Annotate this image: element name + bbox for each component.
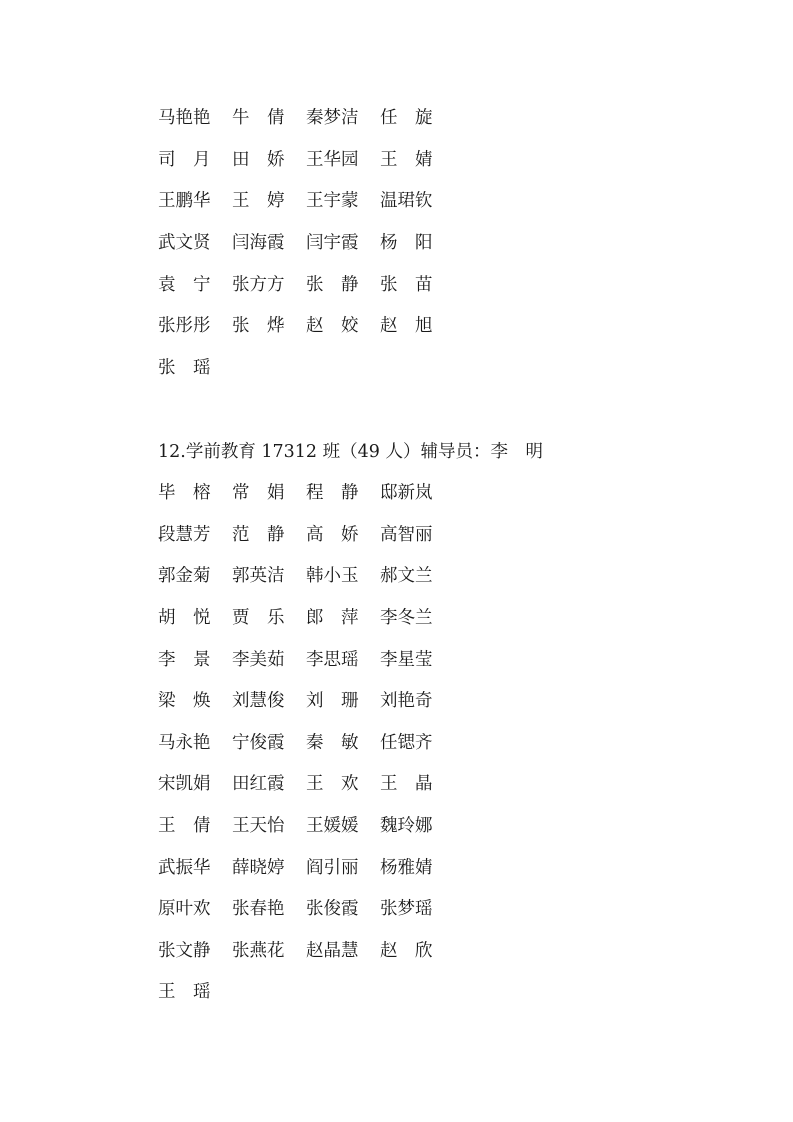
student-name: 薛晓婷	[232, 857, 285, 878]
roster-row	[158, 554, 454, 596]
student-name: 武振华	[158, 857, 211, 878]
student-name: 张方方	[232, 274, 285, 295]
student-name: 王 瑶	[158, 982, 211, 1003]
class-heading: 12.学前教育 17312 班（49 人）辅导员：李 明	[158, 441, 543, 462]
student-name: 范 静	[232, 524, 285, 545]
roster-row	[158, 762, 454, 804]
student-name: 杨 阳	[380, 233, 433, 254]
student-name: 王华园	[306, 149, 359, 170]
student-name: 武文贤	[158, 233, 211, 254]
student-name: 闫海霞	[232, 233, 285, 254]
student-name: 杨雅婧	[380, 857, 433, 878]
roster-row	[158, 179, 454, 221]
student-name: 王宇蒙	[306, 191, 359, 212]
roster-row	[158, 721, 454, 763]
student-name: 王 婧	[380, 149, 433, 170]
student-name: 任 旋	[380, 108, 433, 129]
student-name: 王 倩	[158, 816, 211, 837]
roster-row	[158, 513, 454, 555]
student-name: 张 苗	[380, 274, 433, 295]
student-name: 王 晶	[380, 774, 433, 795]
student-name: 张燕花	[232, 940, 285, 961]
student-name: 阎引丽	[306, 857, 359, 878]
student-name: 王鹏华	[158, 191, 211, 212]
student-name: 刘艳奇	[380, 691, 433, 712]
roster-row	[158, 96, 454, 138]
roster-row	[158, 471, 454, 513]
student-name: 牛 倩	[232, 108, 285, 129]
student-name: 任锶齐	[380, 732, 433, 753]
student-name: 王天怡	[232, 816, 285, 837]
student-name: 赵 旭	[380, 316, 433, 337]
student-name: 张俊霞	[306, 899, 359, 920]
student-name: 宋凯娟	[158, 774, 211, 795]
student-name: 李美茹	[232, 649, 285, 670]
student-name: 王 婷	[232, 191, 285, 212]
student-name: 段慧芳	[158, 524, 211, 545]
student-name: 田红霞	[232, 774, 285, 795]
student-name: 袁 宁	[158, 274, 211, 295]
student-name: 胡 悦	[158, 608, 211, 629]
roster-row	[158, 970, 454, 1012]
student-name: 贾 乐	[232, 608, 285, 629]
student-name: 张 静	[306, 274, 359, 295]
student-name: 赵 欣	[380, 940, 433, 961]
student-name: 张梦瑶	[380, 899, 433, 920]
student-name: 张彤彤	[158, 316, 211, 337]
student-name: 张 烨	[232, 316, 285, 337]
roster-row	[158, 804, 454, 846]
student-name: 张 瑶	[158, 357, 211, 378]
roster-row	[158, 262, 454, 304]
student-name: 闫宇霞	[306, 233, 359, 254]
class-roster-continued	[158, 96, 454, 387]
student-name: 梁 焕	[158, 691, 211, 712]
student-name: 高智丽	[380, 524, 433, 545]
student-name: 温珺钦	[380, 191, 433, 212]
student-name: 郝文兰	[380, 566, 433, 587]
student-name: 马艳艳	[158, 108, 211, 129]
student-name: 赵晶慧	[306, 940, 359, 961]
student-name: 刘慧俊	[232, 691, 285, 712]
roster-row	[158, 637, 454, 679]
student-name: 邸新岚	[380, 483, 433, 504]
roster-row	[158, 138, 454, 180]
student-name: 常 娟	[232, 483, 285, 504]
student-name: 秦 敏	[306, 732, 359, 753]
student-name: 程 静	[306, 483, 359, 504]
roster-row	[158, 679, 454, 721]
roster-row	[158, 346, 454, 388]
student-name: 郭英洁	[232, 566, 285, 587]
roster-row	[158, 845, 454, 887]
student-name: 张春艳	[232, 899, 285, 920]
student-name: 李星莹	[380, 649, 433, 670]
student-name: 李冬兰	[380, 608, 433, 629]
student-name: 原叶欢	[158, 899, 211, 920]
roster-row	[158, 596, 454, 638]
student-name: 郭金菊	[158, 566, 211, 587]
student-name: 马永艳	[158, 732, 211, 753]
roster-row	[158, 887, 454, 929]
student-name: 田 娇	[232, 149, 285, 170]
class-roster	[158, 471, 454, 1012]
student-name: 李思瑶	[306, 649, 359, 670]
roster-row	[158, 221, 454, 263]
student-name: 秦梦洁	[306, 108, 359, 129]
roster-row	[158, 929, 454, 971]
student-name: 韩小玉	[306, 566, 359, 587]
student-name: 高 娇	[306, 524, 359, 545]
student-name: 王 欢	[306, 774, 359, 795]
student-name: 宁俊霞	[232, 732, 285, 753]
student-name: 赵 姣	[306, 316, 359, 337]
student-name: 张文静	[158, 940, 211, 961]
student-name: 刘 珊	[306, 691, 359, 712]
student-name: 魏玲娜	[380, 816, 433, 837]
student-name: 王媛媛	[306, 816, 359, 837]
student-name: 李 景	[158, 649, 211, 670]
student-name: 毕 榕	[158, 483, 211, 504]
roster-row	[158, 304, 454, 346]
student-name: 司 月	[158, 149, 211, 170]
student-name: 郎 萍	[306, 608, 359, 629]
